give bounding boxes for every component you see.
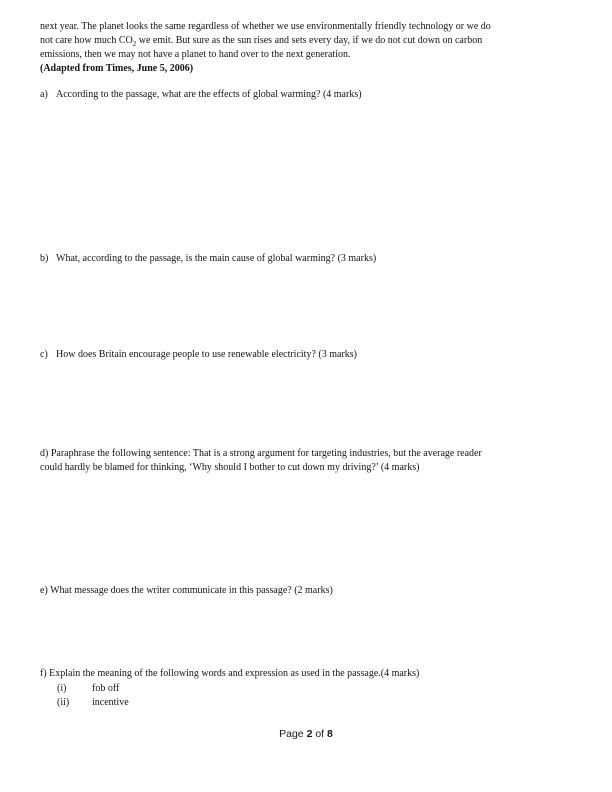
question-c-label: c) (40, 349, 48, 360)
passage-line-post: we emit. But sure as the sun rises and sets every day, if we do not cut down on carbon (136, 35, 483, 46)
question-b (40, 252, 376, 266)
co2-subscript: 2 (132, 40, 137, 48)
question-b-text: What, according to the passage, is the main cause of global warming? (3 marks) (56, 253, 377, 264)
question-f-text: Explain the meaning of the following words and expression as used in the passage.(4 marks) (49, 668, 420, 679)
question-d-label: d) (40, 448, 49, 459)
question-d-line2: could hardly be blamed for thinking, ‘Why should I bother to cut down my driving?’ (4 marks) (40, 462, 420, 473)
question-a-text: According to the passage, what are the effects of global warming? (4 marks) (56, 89, 362, 100)
passage-line-pre: not care how much CO (40, 35, 133, 46)
footer-of-label: of (315, 728, 325, 740)
question-e-label: e) (40, 585, 48, 596)
subitem-ii-numeral: (ii) (57, 696, 70, 708)
passage-source: (Adapted from Times, June 5, 2006) (40, 63, 194, 74)
question-f (40, 667, 552, 681)
passage-line: next year. The planet looks the same regardless of whether we use environmentally friendly technology or we do (40, 21, 491, 32)
passage-paragraph (40, 20, 580, 76)
question-f-label: f) (40, 668, 47, 679)
question-d-text1: Paraphrase the following sentence: That is a strong argument for targeting industries, but the average reader (50, 448, 482, 459)
subitem-ii (57, 696, 129, 710)
footer-current-page: 2 (306, 728, 313, 740)
subitem-i (57, 682, 129, 696)
question-d-line1 (40, 447, 552, 461)
question-a-label: a) (40, 89, 48, 100)
question-e (40, 584, 552, 598)
question-d (40, 447, 552, 475)
subitem-i-numeral: (i) (57, 683, 67, 694)
question-e-text: What message does the writer communicate in this passage? (2 marks) (50, 585, 333, 596)
question-a (40, 88, 362, 102)
footer-total-pages: 8 (327, 728, 333, 740)
subitem-i-word: fob off (92, 683, 120, 694)
subitem-ii-word: incentive (92, 696, 129, 708)
passage-line (40, 34, 580, 48)
page-footer (0, 727, 612, 741)
question-f-subitems (57, 682, 129, 709)
passage-line: emissions, then we may not have a planet to hand over to the next generation. (40, 49, 351, 60)
footer-page-label: Page (279, 728, 304, 740)
question-c (40, 348, 357, 362)
question-c-text: How does Britain encourage people to use renewable electricity? (3 marks) (56, 349, 357, 360)
question-b-label: b) (40, 253, 49, 264)
